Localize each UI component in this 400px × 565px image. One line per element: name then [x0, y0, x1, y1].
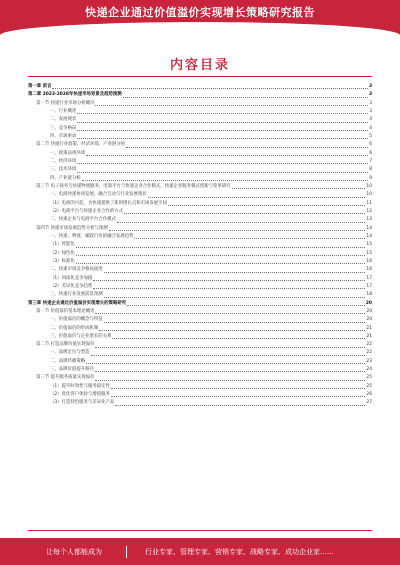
- toc-entry[interactable]: [28, 391, 372, 399]
- toc-entry[interactable]: [28, 150, 372, 158]
- toc-entry[interactable]: [28, 125, 372, 133]
- toc-leader-dots: [95, 346, 365, 348]
- toc-entry-page: 24: [366, 367, 372, 373]
- toc-entry[interactable]: [28, 341, 372, 349]
- toc-leader-dots: [77, 129, 368, 131]
- toc-leader-dots: [111, 395, 366, 397]
- toc-entry[interactable]: [28, 399, 372, 407]
- toc-entry-page: 9: [369, 175, 372, 181]
- toc-entry-page: 8: [369, 167, 372, 173]
- toc-entry[interactable]: [28, 366, 372, 374]
- toc-leader-dots: [77, 112, 368, 114]
- toc-entry-title: 二、品牌传播策略: [50, 358, 86, 364]
- toc-leader-dots: [86, 362, 365, 364]
- toc-entry-title: （1）电商的兴起，为快递提供了新的增长点和市场发展空间: [50, 200, 167, 206]
- toc-leader-dots: [76, 254, 366, 256]
- toc-entry-page: 21: [366, 333, 372, 339]
- toc-leader-dots: [126, 146, 368, 148]
- toc-entry-title: 二、发展现状: [50, 117, 77, 123]
- toc-entry-title: 第三章 快递企业通过价值溢价实现增长的策略研究: [28, 300, 127, 306]
- toc-leader-dots: [77, 121, 368, 123]
- toc-leader-dots: [111, 387, 366, 389]
- toc-leader-dots: [117, 221, 366, 223]
- toc-entry[interactable]: [28, 83, 372, 91]
- toc-leader-dots: [77, 171, 368, 173]
- toc-entry-title: 三、技术环境: [50, 167, 77, 173]
- toc-entry-title: 二、价值溢价的形成机制: [50, 325, 99, 331]
- toc-entry[interactable]: [28, 250, 372, 258]
- toc-entry-title: （3）标准化: [50, 258, 75, 264]
- toc-entry[interactable]: [28, 158, 372, 166]
- toc-entry-title: 一、电商快递协同发展、融合互动与行业发展现状: [50, 192, 147, 198]
- toc-entry-title: 第一节 价值溢价基本理论概述: [36, 308, 95, 314]
- toc-entry-page: 14: [366, 225, 372, 231]
- toc-entry-page: 17: [366, 275, 372, 281]
- toc-leader-dots: [104, 321, 366, 323]
- toc-leader-dots: [93, 279, 365, 281]
- toc-leader-dots: [123, 96, 368, 98]
- toc-leader-dots: [109, 229, 366, 231]
- toc-entry[interactable]: [28, 175, 372, 183]
- toc-leader-dots: [76, 262, 366, 264]
- toc-entry-page: 16: [366, 258, 372, 264]
- toc-entry[interactable]: [28, 266, 372, 274]
- footer-divider: [126, 546, 127, 558]
- toc-entry-page: 26: [366, 392, 372, 398]
- toc-entry-title: 四、市场驱动: [50, 133, 77, 139]
- toc-entry-title: 一、快递、物流、邮政行业的融合发展趋势: [50, 233, 134, 239]
- toc-entry[interactable]: [28, 358, 372, 366]
- toc-entry-page: 15: [366, 250, 372, 256]
- toc-entry[interactable]: [28, 183, 372, 191]
- toc-entry[interactable]: [28, 300, 372, 308]
- toc-entry-title: 二、快递企业与电商平台合作模式: [50, 217, 116, 223]
- toc-entry[interactable]: [28, 233, 372, 241]
- toc-title: 内容目录: [169, 58, 230, 73]
- toc-entry-title: 第三节 提升服务质量实现溢价: [36, 375, 95, 381]
- toc-entry-page: 25: [366, 375, 372, 381]
- toc-leader-dots: [76, 246, 366, 248]
- toc-entry-page: 4: [369, 125, 372, 131]
- toc-entry-title: 二、经济环境: [50, 158, 77, 164]
- toc-entry-page: 10: [366, 183, 372, 189]
- toc-leader-dots: [104, 296, 366, 298]
- toc-entry-page: 20: [366, 317, 372, 323]
- toc-entry-title: 三、品牌价值提升路径: [50, 367, 94, 373]
- toc-entry-page: 17: [366, 283, 372, 289]
- toc-entry[interactable]: [28, 133, 372, 141]
- toc-leader-dots: [112, 337, 365, 339]
- toc-entry-page: 15: [366, 242, 372, 248]
- toc-leader-dots: [91, 354, 366, 356]
- toc-entry[interactable]: [28, 241, 372, 249]
- toc-entry-title: 三、快递行业发展前景预测: [50, 292, 103, 298]
- toc-entry[interactable]: [28, 108, 372, 116]
- toc-entry-title: 一、品牌定位与塑造: [50, 350, 90, 356]
- footer-slogan: 让每个人都能成为: [46, 547, 102, 556]
- toc-entry[interactable]: [28, 100, 372, 108]
- toc-entry-title: （2）优化客户体验与增值服务: [50, 392, 110, 398]
- toc-entry[interactable]: [28, 166, 372, 174]
- toc-entry-title: 第一章 前言: [28, 83, 52, 89]
- table-of-contents: [28, 83, 372, 408]
- toc-title-rule: [28, 76, 372, 77]
- toc-entry[interactable]: [28, 191, 372, 199]
- toc-leader-dots: [168, 204, 365, 206]
- toc-entry-page: 14: [366, 233, 372, 239]
- toc-entry-page: 6: [369, 142, 372, 148]
- toc-entry-title: （2）差异化竞争趋势: [50, 283, 93, 289]
- toc-entry-title: （1）同质化竞争加剧: [50, 275, 93, 281]
- toc-entry-page: 12: [366, 208, 372, 214]
- toc-entry-page: 27: [366, 400, 372, 406]
- toc-entry-page: 25: [366, 383, 372, 389]
- toc-entry-title: （1）提升时效性与服务稳定性: [50, 383, 110, 389]
- toc-entry-page: 4: [369, 117, 372, 123]
- toc-entry-page: 5: [369, 133, 372, 139]
- toc-entry-title: 一、行业概述: [50, 108, 77, 114]
- toc-leader-dots: [77, 162, 368, 164]
- toc-entry-page: 22: [366, 350, 372, 356]
- toc-entry[interactable]: [28, 350, 372, 358]
- header-swoosh: [0, 22, 400, 36]
- toc-entry-page: 10: [366, 192, 372, 198]
- toc-entry[interactable]: [28, 283, 372, 291]
- toc-entry-title: 二、快递市场竞争格局演变: [50, 267, 103, 273]
- toc-entry-title: 一、价值溢价的概念与特征: [50, 317, 103, 323]
- toc-entry-page: 3: [369, 100, 372, 106]
- toc-entry-page: 20: [365, 300, 372, 306]
- toc-entry[interactable]: [28, 225, 372, 233]
- toc-entry-title: 第二节 快递行业政策、经济环境、产业链分析: [36, 142, 126, 148]
- toc-entry-page: 6: [369, 150, 372, 156]
- toc-entry-title: 第二章 2023-2028年快递市场背景及趋势预测: [28, 92, 122, 98]
- toc-entry[interactable]: [28, 275, 372, 283]
- toc-entry-title: （2）绿色化: [50, 250, 75, 256]
- toc-entry[interactable]: [28, 141, 372, 149]
- toc-entry-page: 23: [366, 358, 372, 364]
- toc-entry-title: 一、政策法规环境: [50, 150, 86, 156]
- toc-leader-dots: [115, 404, 365, 406]
- toc-entry-title: （3）打造特色服务与差异化产品: [50, 400, 115, 406]
- toc-entry-title: 第二节 打造品牌价值实现溢价: [36, 342, 95, 348]
- footer-expertise-list: 行业专家、管理专家、营销专家、战略专家、成功企业家……: [145, 547, 334, 556]
- toc-entry[interactable]: [28, 308, 372, 316]
- toc-entry-page: 18: [366, 292, 372, 298]
- toc-leader-dots: [134, 237, 365, 239]
- footer-bar: [0, 538, 400, 565]
- toc-entry-page: 21: [366, 325, 372, 331]
- toc-entry[interactable]: [28, 291, 372, 299]
- toc-leader-dots: [77, 137, 368, 139]
- toc-entry[interactable]: [28, 208, 372, 216]
- toc-entry-page: 22: [366, 342, 372, 348]
- toc-entry[interactable]: [28, 216, 372, 224]
- toc-entry-page: 7: [369, 158, 372, 164]
- toc-leader-dots: [124, 212, 365, 214]
- toc-entry-title: （1）智能化: [50, 242, 75, 248]
- toc-entry[interactable]: [28, 91, 372, 99]
- toc-entry-title: 第三节 电子商务与快递物流服务、电商平台与快递企业合作模式、快递企业服务模式创新与变革研究: [36, 183, 231, 189]
- toc-entry-page: 20: [366, 308, 372, 314]
- toc-entry-page: 3: [368, 92, 372, 98]
- toc-entry[interactable]: [28, 200, 372, 208]
- toc-leader-dots: [52, 87, 367, 89]
- toc-entry-page: 13: [366, 217, 372, 223]
- toc-entry[interactable]: [28, 316, 372, 324]
- header-bar: [0, 0, 400, 36]
- toc-entry[interactable]: [28, 383, 372, 391]
- toc-leader-dots: [86, 154, 368, 156]
- toc-leader-dots: [95, 104, 368, 106]
- toc-leader-dots: [93, 287, 365, 289]
- toc-entry-title: 第四节 快递市场发展趋势分析与预测: [36, 225, 108, 231]
- toc-entry-page: 11: [366, 200, 372, 206]
- toc-entry-title: 三、竞争格局: [50, 125, 77, 131]
- toc-entry-page: 16: [366, 267, 372, 273]
- toc-entry-title: （2）电商平台与快递企业合作的方式: [50, 208, 124, 214]
- toc-entry-title: 四、产业链分析: [50, 175, 81, 181]
- toc-leader-dots: [99, 329, 365, 331]
- toc-leader-dots: [104, 271, 366, 273]
- toc-leader-dots: [82, 179, 368, 181]
- toc-entry[interactable]: [28, 325, 372, 333]
- toc-entry[interactable]: [28, 333, 372, 341]
- bottom-rule: [28, 530, 372, 531]
- toc-entry[interactable]: [28, 258, 372, 266]
- toc-entry[interactable]: [28, 374, 372, 382]
- toc-entry-title: 第一节 快递行业市场分析概况: [36, 100, 95, 106]
- toc-leader-dots: [95, 379, 365, 381]
- toc-entry-page: 3: [369, 108, 372, 114]
- toc-entry-page: 3: [368, 83, 372, 89]
- toc-entry[interactable]: [28, 116, 372, 124]
- toc-leader-dots: [95, 370, 365, 372]
- toc-leader-dots: [127, 304, 365, 306]
- report-title: 快递企业通过价值溢价实现增长策略研究报告: [85, 6, 315, 19]
- toc-leader-dots: [95, 312, 365, 314]
- toc-leader-dots: [232, 187, 366, 189]
- toc-leader-dots: [148, 196, 366, 198]
- toc-entry-title: 三、价值溢价与企业增长的关系: [50, 333, 112, 339]
